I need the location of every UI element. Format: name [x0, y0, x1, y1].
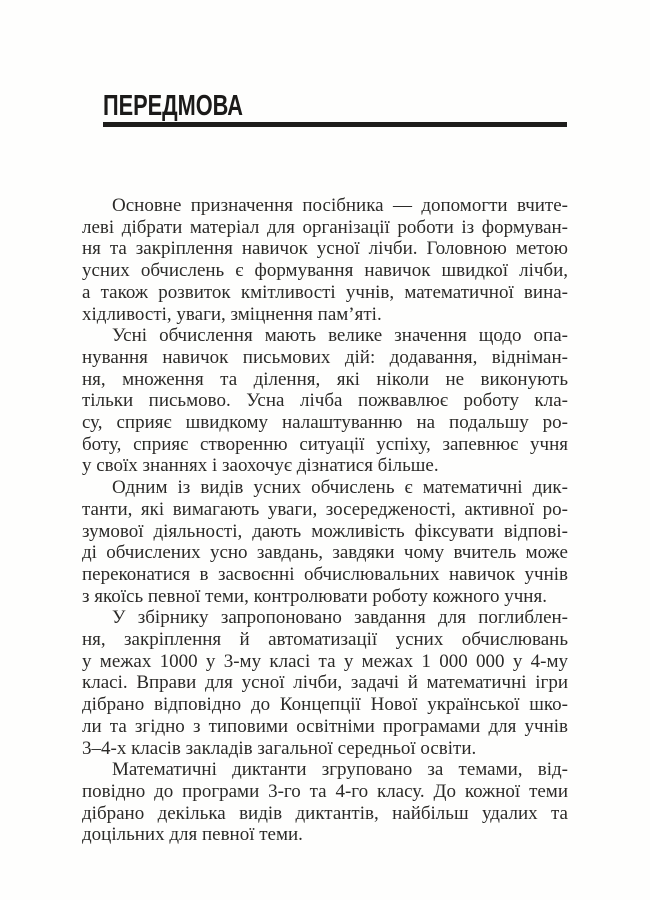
text-line: класі. Вправи для усної лічби, задачі й математичні ігри	[82, 672, 568, 694]
text-line: у межах 1000 у 3-му класі та у межах 1 000 000 у 4-му	[82, 650, 568, 672]
text-line: танти, які вимагають уваги, зосередженості, активної ро-	[82, 498, 568, 520]
text-line: леві дібрати матеріал для організації роботи із формуван-	[82, 216, 568, 238]
text-line: су, сприяє швидкому налаштуванню на подальшу ро-	[82, 412, 568, 434]
text-line: ня, закріплення й автоматизації усних обчислювань	[82, 629, 568, 651]
text-line: Математичні диктанти згруповано за темами, від-	[112, 759, 568, 781]
text-line: ді обчислених усно завдань, завдяки чому вчитель може	[82, 542, 568, 564]
page-title: ПЕРЕДМОВА	[103, 90, 244, 122]
text-line: зумової діяльності, дають можливість фіксувати відпові-	[82, 520, 568, 542]
text-line: повідно до програми 3-го та 4-го класу. До кожної теми	[82, 780, 568, 802]
text-line: Усні обчислення мають велике значення щодо опа-	[112, 325, 568, 347]
text-line: 3–4-х класів закладів загальної середньої освіти.	[82, 737, 477, 759]
text-line: ли та згідно з типовими освітніми програмами для учнів	[82, 715, 568, 737]
text-line: дібрано відповідно до Концепції Нової української шко-	[82, 694, 568, 716]
text-line: усних обчислень є формування навичок швидкої лічби,	[82, 260, 568, 282]
text-line: у своїх знаннях і заохочує дізнатися більше.	[82, 455, 439, 477]
text-line: Одним із видів усних обчислень є математичні дик-	[112, 477, 568, 499]
title-underline	[103, 122, 567, 127]
preface-text	[82, 195, 568, 846]
text-line: з якоїсь певної теми, контролювати роботу кожного учня.	[82, 585, 547, 607]
text-line: ня, множення та ділення, які ніколи не виконують	[82, 368, 568, 390]
text-line: боту, сприяє створенню ситуації успіху, запевнює учня	[82, 433, 568, 455]
text-line: Основне призначення посібника — допомогти вчите-	[112, 195, 568, 216]
text-line: тільки письмово. Усна лічба пожвавлює роботу кла-	[82, 390, 568, 412]
text-line: хідливості, уваги, зміцнення пам’яті.	[82, 303, 382, 325]
text-line: нування навичок письмових дій: додавання, відніман-	[82, 346, 568, 368]
text-line: ня та закріплення навичок усної лічби. Головною метою	[82, 238, 568, 260]
text-line: а також розвиток кмітливості учнів, математичної вина-	[82, 281, 568, 303]
text-line: доцільних для певної теми.	[82, 824, 303, 846]
text-line: У збірнику запропоновано завдання для поглиблен-	[112, 607, 568, 629]
text-line: дібрано декілька видів диктантів, найбільш удалих та	[82, 802, 568, 824]
text-line: переконатися в засвоєнні обчислювальних навичок учнів	[82, 563, 568, 585]
